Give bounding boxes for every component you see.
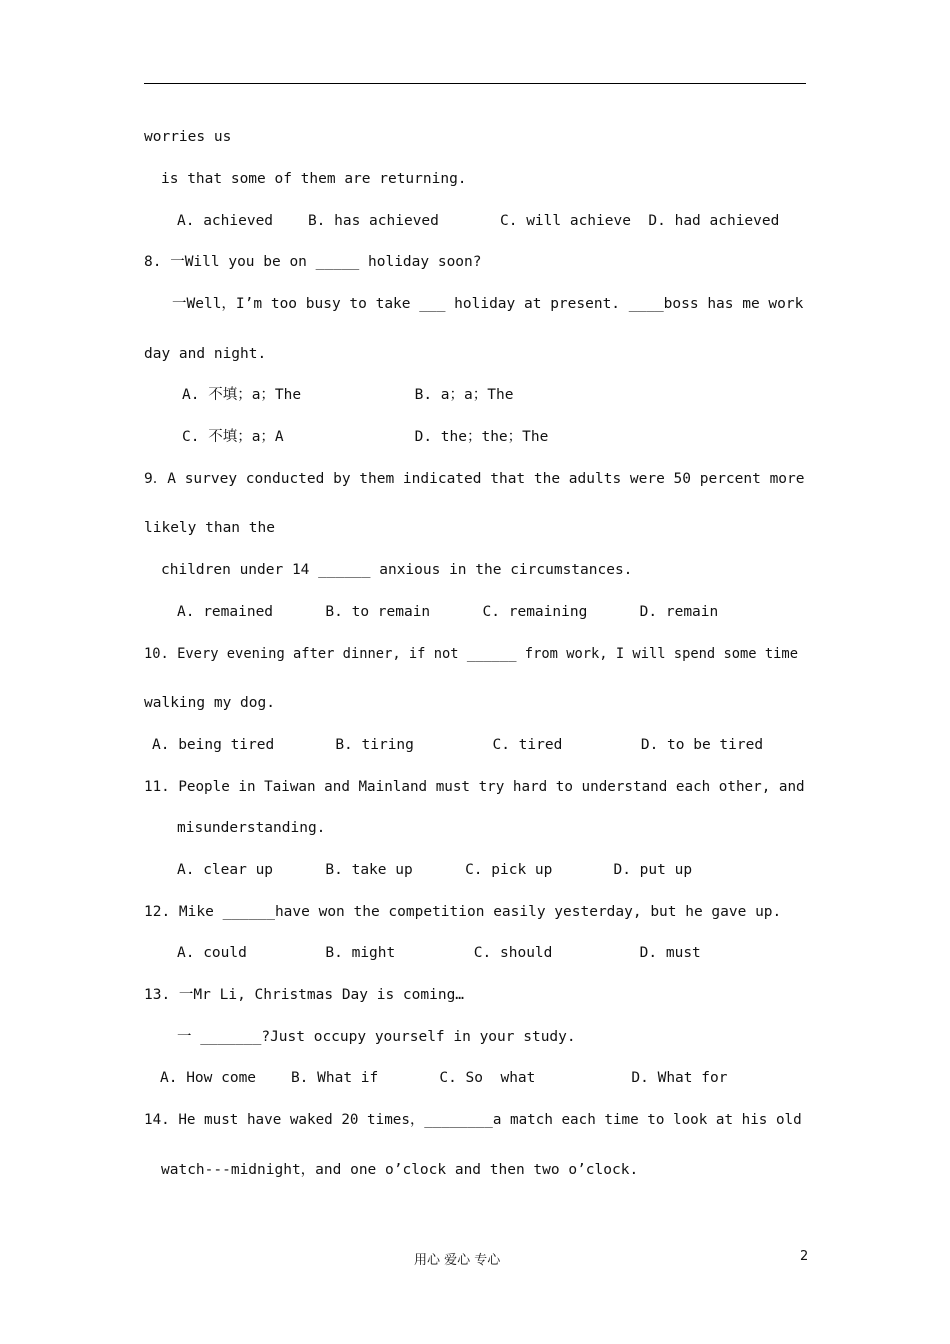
answer-options: A. being tired B. tiring C. tired D. to be tired <box>152 737 764 753</box>
answer-options: A. remained B. to remain C. remaining D. remain <box>177 604 719 620</box>
question-8: 8. 一Will you be on _____ holiday soon? <box>144 254 482 270</box>
answer-options: A. How come B. What if C. So what D. What for <box>160 1070 728 1086</box>
text-line: worries us <box>144 129 232 145</box>
question-11: 11. People in Taiwan and Mainland must try hard to understand each other, and <box>144 779 805 795</box>
text-line: watch---midnight，and one o’clock and then two o’clock. <box>161 1162 639 1178</box>
text-line: day and night. <box>144 346 267 362</box>
answer-options: A. could B. might C. should D. must <box>177 945 701 961</box>
text-line: children under 14 ______ anxious in the circumstances. <box>161 562 633 578</box>
question-9: 9．A survey conducted by them indicated that the adults were 50 percent more <box>144 471 805 487</box>
text-line: 一 _______?Just occupy yourself in your study. <box>177 1029 576 1045</box>
text-line: misunderstanding. <box>177 820 326 836</box>
answer-options: A. 不填；a；The B. a；a；The <box>182 387 514 403</box>
question-10: 10. Every evening after dinner, if not ______ from work, I will spend some time <box>144 646 798 662</box>
text-line: walking my dog. <box>144 695 275 711</box>
question-13: 13. 一Mr Li, Christmas Day is coming… <box>144 987 465 1003</box>
text-line: 一Well，I’m too busy to take ___ holiday at present. ____boss has me work <box>172 296 804 312</box>
header-rule <box>144 83 806 84</box>
answer-options: A. achieved B. has achieved C. will achieve D. had achieved <box>177 213 780 229</box>
page-number: 2 <box>800 1249 809 1264</box>
text-line: is that some of them are returning. <box>161 171 467 187</box>
question-12: 12. Mike ______have won the competition easily yesterday, but he gave up. <box>144 904 782 920</box>
question-14: 14. He must have waked 20 times，________a match each time to look at his old <box>144 1112 802 1128</box>
footer-text: 用心 爱心 专心 <box>414 1253 501 1268</box>
text-line: likely than the <box>144 520 275 536</box>
answer-options: C. 不填；a；A D. the；the；The <box>182 429 549 445</box>
answer-options: A. clear up B. take up C. pick up D. put up <box>177 862 693 878</box>
